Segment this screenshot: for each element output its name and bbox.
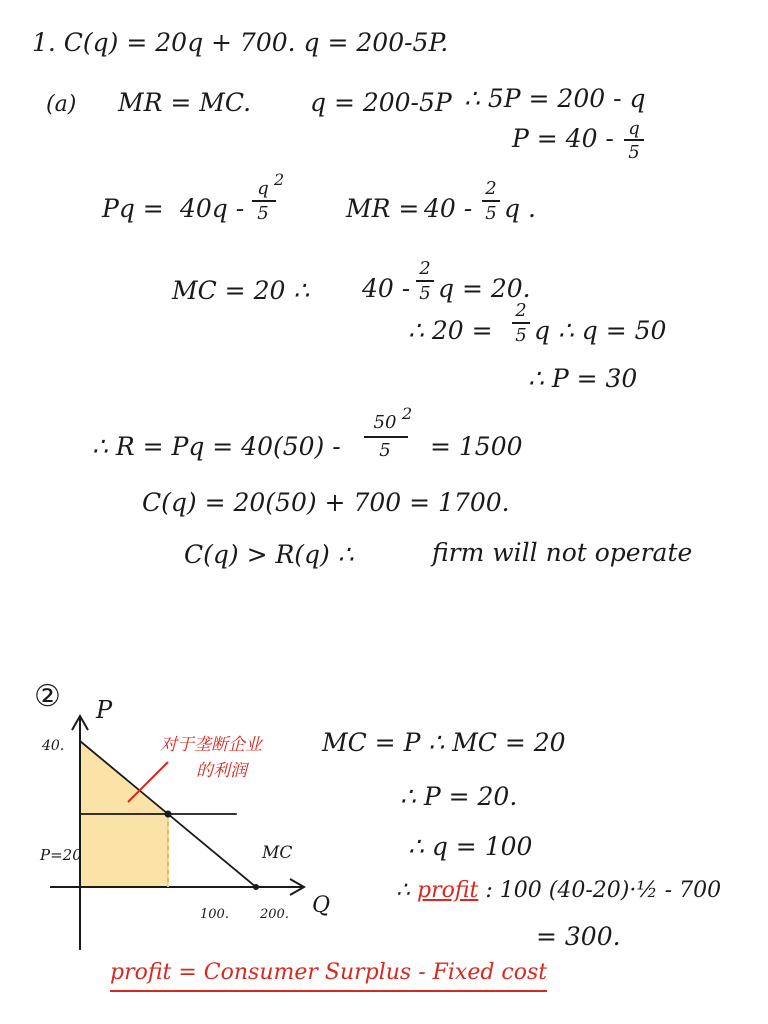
mr-expression: 40 -	[424, 194, 473, 223]
inverse-demand-num: q	[628, 118, 640, 139]
revenue-expression: 40q -	[180, 194, 245, 223]
mr-variable: q .	[504, 194, 536, 223]
part2-eq5: = 300.	[536, 922, 621, 951]
mc-curve-label: MC	[262, 843, 293, 863]
part2-eq4-prefix: ∴	[396, 878, 410, 903]
mc-equation-den: 5	[419, 283, 431, 304]
conclusion-compare: C(q) > R(q) ∴	[184, 540, 354, 569]
mr-lhs: MR =	[346, 194, 420, 223]
part2-eq4-rest: : 100 (40-20)·½ - 700	[485, 878, 722, 903]
problem-header: 1. C(q) = 20q + 700. q = 200-5P.	[32, 28, 449, 57]
mr-bar	[482, 200, 500, 202]
mc-equation-left: 40 -	[362, 274, 411, 303]
mc-statement: MC = 20 ∴	[172, 276, 310, 305]
revenue-comp-bar	[364, 436, 408, 438]
mc-equation-bar	[416, 280, 434, 282]
axis-q-label: Q	[312, 893, 331, 918]
part2-eq2: ∴ P = 20.	[400, 782, 518, 811]
monopoly-graph	[0, 660, 360, 960]
solve-q-left: ∴ 20 =	[408, 316, 493, 345]
demand-intercept-point	[253, 884, 259, 890]
revenue-comp-exponent: 2	[402, 404, 413, 423]
tick-label-p20: P=20	[40, 846, 82, 864]
solve-price: ∴ P = 30	[528, 364, 638, 393]
mr-mc-condition: MR = MC.	[118, 88, 252, 117]
red-note-line1: 对于垄断企业	[160, 735, 262, 755]
revenue-computation: ∴ R = Pq = 40(50) -	[92, 432, 341, 461]
solve-q-num: 2	[515, 300, 527, 321]
red-annotation-arrow	[128, 762, 168, 802]
profit-word: profit	[417, 878, 479, 903]
solve-p-step1: ∴ 5P = 200 - q	[464, 84, 646, 113]
solve-q-right: q ∴ q = 50	[534, 316, 667, 345]
mc-equation-num: 2	[419, 258, 431, 279]
red-note-line2: 的利润	[196, 761, 247, 781]
demand-equation: q = 200-5P	[310, 88, 452, 117]
revenue-den: 5	[257, 203, 269, 224]
revenue-result: = 1500	[430, 432, 523, 461]
tick-label-200: 200.	[260, 907, 289, 922]
revenue-num: q	[257, 178, 269, 199]
inverse-demand-bar	[624, 139, 644, 141]
solve-q-bar	[512, 322, 530, 324]
cost-computation: C(q) = 20(50) + 700 = 1700.	[142, 488, 510, 517]
part-a-label: (a)	[46, 92, 77, 117]
revenue-exponent: 2	[274, 170, 285, 189]
tick-label-100: 100.	[200, 907, 229, 922]
profit-footer-note: profit = Consumer Surplus - Fixed cost	[110, 962, 547, 992]
part2-eq4	[396, 880, 721, 902]
revenue-comp-num: 50	[373, 412, 397, 433]
mc-equation-right: q = 20.	[438, 274, 531, 303]
solve-q-den: 5	[515, 325, 527, 346]
tick-label-40: 40.	[42, 738, 65, 754]
revenue-comp-den: 5	[379, 440, 391, 461]
part2-eq3: ∴ q = 100	[408, 832, 533, 861]
mr-num: 2	[485, 178, 497, 199]
inverse-demand: P = 40 -	[512, 124, 614, 153]
revenue-bar	[252, 200, 276, 202]
circled-2-label: ②	[34, 679, 61, 714]
inverse-demand-den: 5	[628, 142, 640, 163]
part2-eq1: MC = P ∴ MC = 20	[322, 728, 566, 757]
equilibrium-point	[165, 811, 172, 818]
conclusion-text: firm will not operate	[432, 538, 693, 567]
revenue-lhs: Pq =	[102, 194, 164, 223]
axis-p-label: P	[96, 696, 113, 724]
mr-den: 5	[485, 203, 497, 224]
